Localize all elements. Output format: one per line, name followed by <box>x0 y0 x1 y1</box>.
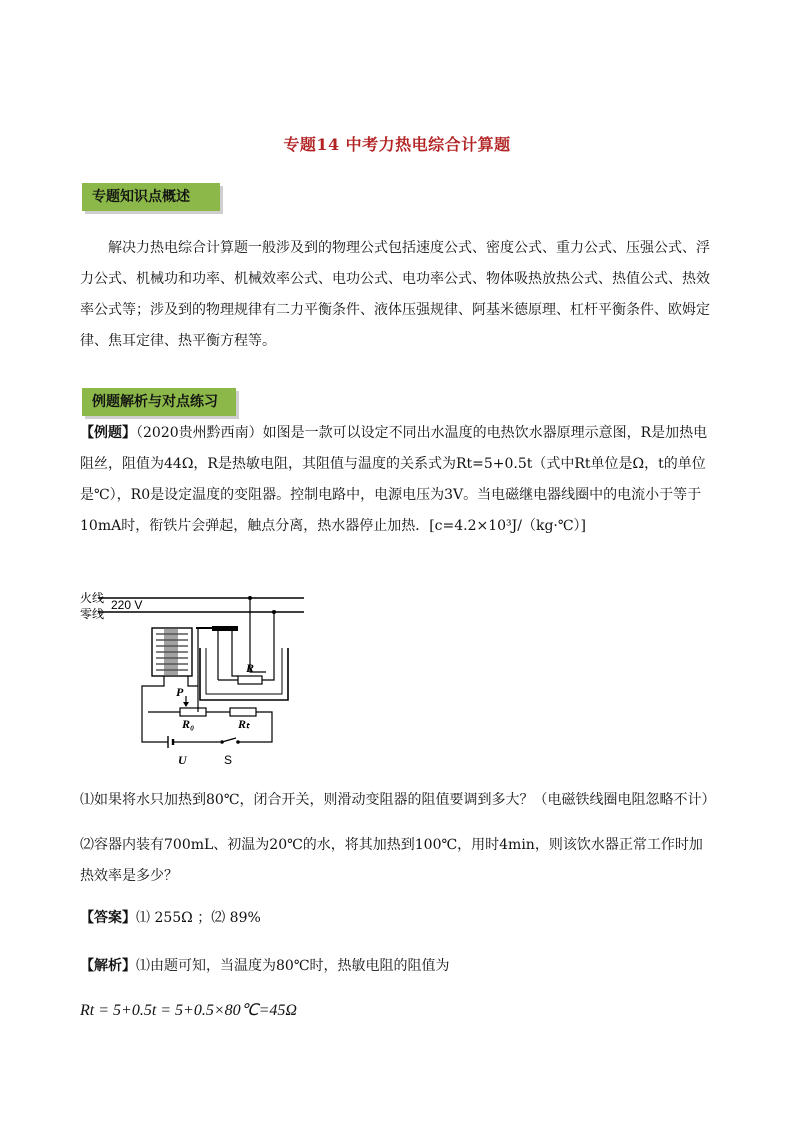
rheostat-r0 <box>180 708 206 716</box>
page-title: 专题14 中考力热电综合计算题 <box>283 135 511 154</box>
explanation-line <box>80 955 449 975</box>
voltage-label: 220 V <box>111 598 143 612</box>
example-text: （2020贵州黔西南）如图是一款可以设定不同出水温度的电热饮水器原理示意图，R是加热电阻丝，阻值为44Ω，R是热敏电阻，其阻值与温度的关系式为Rt=5+0.5t（式中Rt单位是Ω，t的单位是℃），R0是设定温度的变阻器。控制电路中，电源电压为3V。当电磁继电器线圈中的电流小于等于10mA时，衔铁片会弹起，触点分离，热水器停止加热．[c=4.2×10³J/（kg·℃）] <box>80 425 708 534</box>
water-container <box>200 648 288 700</box>
r0-label: R₀ <box>182 717 195 731</box>
section-heading-overview: 专题知识点概述 <box>82 183 220 211</box>
answer-line <box>80 907 261 927</box>
live-wire-label: 火线 <box>80 591 105 605</box>
section-heading-examples: 例题解析与对点练习 <box>82 388 236 416</box>
battery-label: U <box>178 753 187 767</box>
example-paragraph <box>80 418 715 542</box>
switch-s <box>222 738 236 742</box>
slider-p <box>183 702 189 707</box>
thermistor-rt <box>230 708 256 716</box>
question-1: ⑴如果将水只加热到80℃，闭合开关，则滑动变阻器的阻值要调到多大？（电磁铁线圈电阻忽略不计） <box>80 792 716 808</box>
overview-paragraph: 解决力热电综合计算题一般涉及到的物理公式包括速度公式、密度公式、重力公式、压强公式、浮力公式、机械功和功率、机械效率公式、电功公式、电功率公式、物体吸热放热公式、热值公式、热效率公式等；涉及到的物理规律有二力平衡条件、液体压强规律、阿基米德原理、杠杆平衡条件、欧姆定律、焦耳定律、热平衡方程等。 <box>80 240 710 349</box>
answer-label: 【答案】 <box>80 910 136 926</box>
switch-label: S <box>224 753 233 767</box>
example-label: 【例题】 <box>80 425 136 441</box>
slider-p-label: P <box>176 685 184 699</box>
neutral-wire-label: 零线 <box>80 607 105 621</box>
explanation-text: ⑴由题可知，当温度为80℃时，热敏电阻的阻值为 <box>136 958 450 974</box>
rt-label: Rₜ <box>238 717 250 731</box>
circuit-diagram <box>78 588 304 770</box>
heater-resistor <box>238 676 262 684</box>
formula-rt: Rt = 5+0.5t = 5+0.5×80℃=45Ω <box>80 1002 297 1019</box>
heater-label: R <box>246 661 255 675</box>
explanation-label: 【解析】 <box>80 958 136 974</box>
question-2: ⑵容器内装有700mL、初温为20℃的水，将其加热到100℃，用时4min，则该饮水器正常工作时加热效率是多少？ <box>80 837 703 884</box>
answer-text: ⑴ 255Ω ；⑵ 89% <box>136 910 261 926</box>
